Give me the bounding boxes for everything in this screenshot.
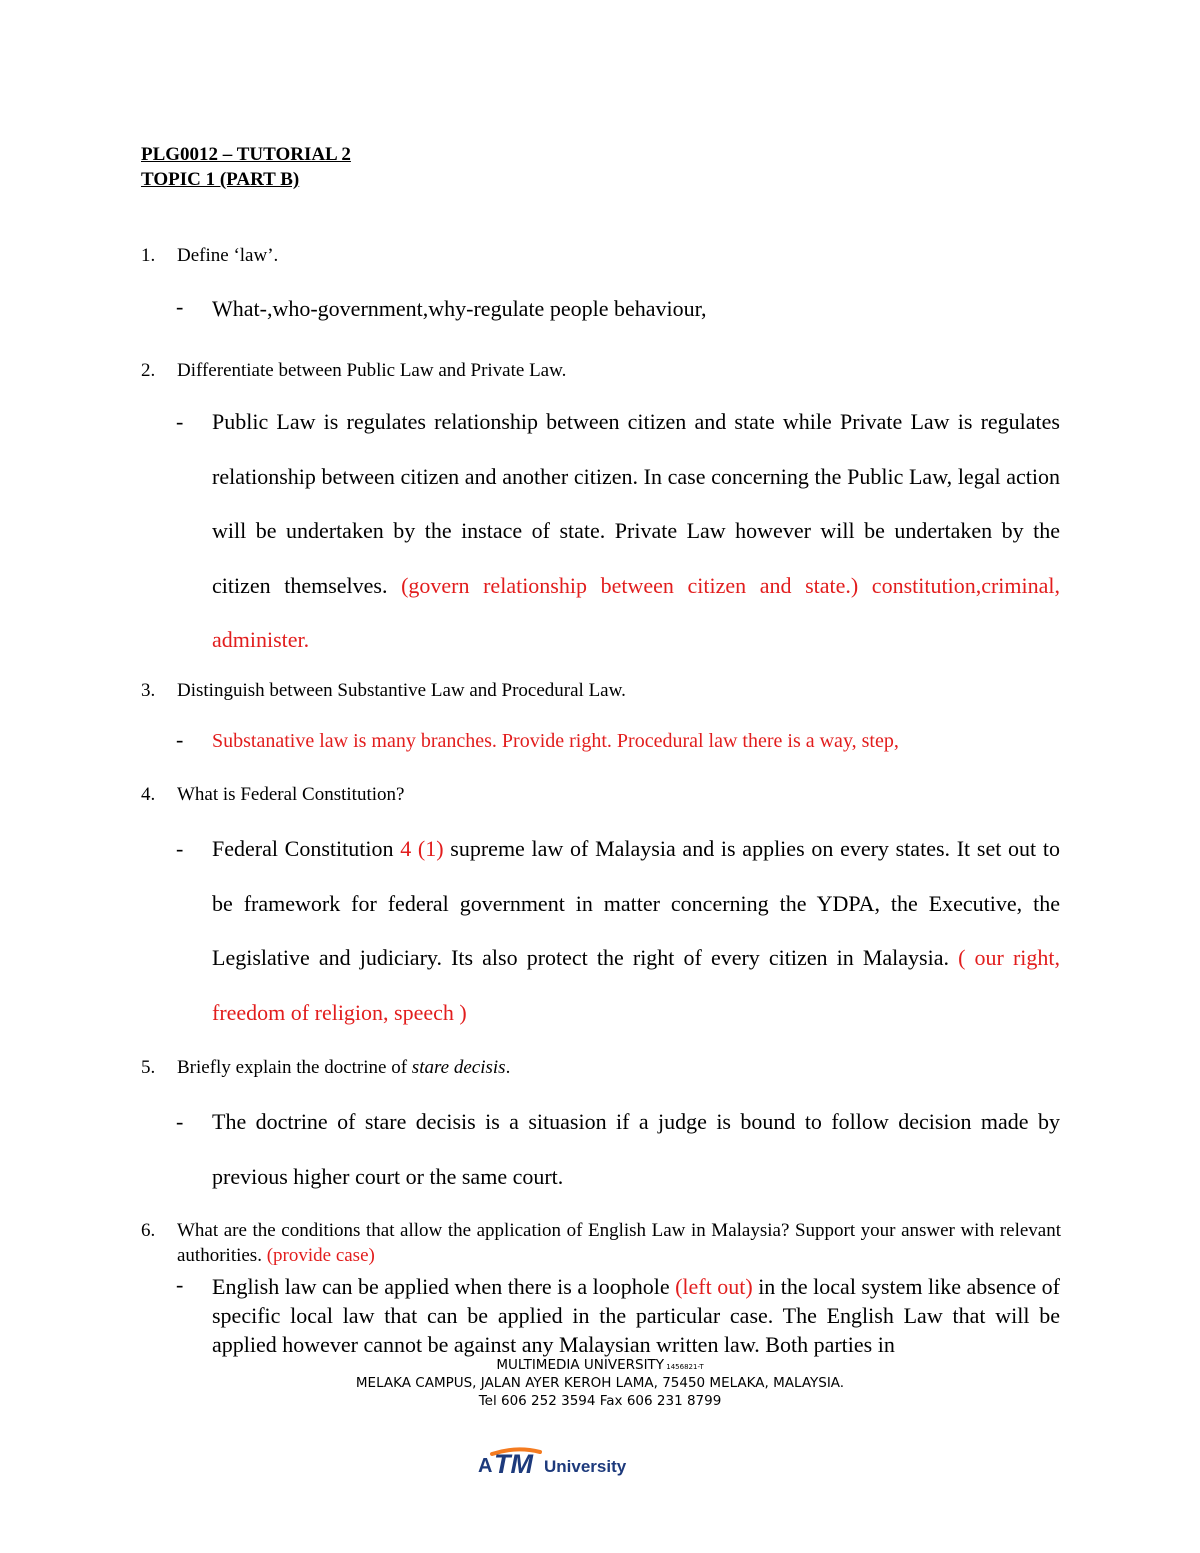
answer-2 [176,395,1060,668]
logo-mark: TM [494,1449,533,1478]
question-text: Differentiate between Public Law and Private Law. [177,360,567,381]
question-number: 5. [141,1057,156,1078]
tutorial-title: PLG0012 – TUTORIAL 2 [141,144,351,165]
question-2 [141,358,1061,383]
registration-number: 1456821-T [664,1363,704,1371]
bullet-dash: - [176,294,184,319]
bullet-dash: - [176,727,184,752]
answer-1 [176,294,1060,323]
question-text: What is Federal Constitution? [177,784,405,805]
latin-term: stare decisis [411,1057,506,1078]
teacher-note: (govern relationship between citizen and state.) constitution,criminal, administer. [212,572,1060,652]
question-number: 2. [141,360,156,381]
question-text: Distinguish between Substantive Law and Procedural Law. [177,680,626,701]
answer-text: Federal Constitution 4 (1) supreme law of Malaysia and is applies on every states. It set out to be framework for federal government in matter concerning the YDPA, the Executive, the Legislative and judiciary. Its also protect the right of every citizen in Malaysia. ( our right, freedom of religion, speech ) [212,836,1060,1025]
question-4 [141,782,1061,807]
footer-contact: Tel 606 252 3594 Fax 606 231 8799 [478,1393,722,1409]
teacher-note: Substanative law is many branches. Provide right. Procedural law there is a way, step, [212,730,899,752]
question-text: What are the conditions that allow the application of English Law in Malaysia? Support your answer with relevant authorities. (provide case) [177,1220,1061,1266]
teacher-note: ( our right, freedom of religion, speech ) [212,945,1060,1025]
tm-university-logo [478,1444,628,1478]
question-number: 4. [141,784,156,805]
bullet-dash: - [176,1109,184,1134]
bullet-dash: - [176,836,184,861]
answer-text: What-,who-government,why-regulate people behaviour, [212,296,707,321]
answer-text: Public Law is regulates relationship between citizen and state while Private Law is regulates relationship between citizen and another citizen. In case concerning the Public Law, legal action will be undertaken by the instace of state. Private Law however will be undertaken by the citizen themselves. (govern relationship between citizen and state.) constitution,criminal, administer. [212,409,1060,652]
answer-4 [176,822,1060,1040]
answer-text: The doctrine of stare decisis is a situasion if a judge is bound to follow decision made by previous higher court or the same court. [212,1109,1060,1189]
question-text: Briefly explain the doctrine of stare decisis. [177,1057,511,1078]
question-text: Define ‘law’. [177,245,279,266]
answer-text: English law can be applied when there is a loophole (left out) in the local system like absence of specific local law that can be applied in the particular case. The English Law that will be applied however cannot be against any Malaysian written law. Both parties in [212,1274,1060,1357]
question-1 [141,243,1061,268]
question-6 [141,1218,1061,1268]
teacher-note: (provide case) [266,1245,375,1266]
bullet-dash: - [176,409,184,434]
topic-title: TOPIC 1 (PART B) [141,169,300,190]
article-reference: 4 (1) [400,836,444,861]
answer-3 [176,727,1060,756]
question-number: 3. [141,680,156,701]
question-number: 6. [141,1220,156,1241]
footer-address: MELAKA CAMPUS, JALAN AYER KEROH LAMA, 75450 MELAKA, MALAYSIA. [355,1375,845,1391]
teacher-note: (left out) [675,1274,753,1299]
logo-prefix: A [478,1455,493,1477]
question-3 [141,678,1061,703]
question-number: 1. [141,245,156,266]
answer-5 [176,1095,1060,1204]
bullet-dash: - [176,1272,184,1297]
answer-6 [176,1272,1060,1358]
logo-suffix: University [544,1457,627,1476]
question-5 [141,1055,1061,1080]
footer-university: MULTIMEDIA UNIVERSITY 1456821-T [496,1357,704,1373]
